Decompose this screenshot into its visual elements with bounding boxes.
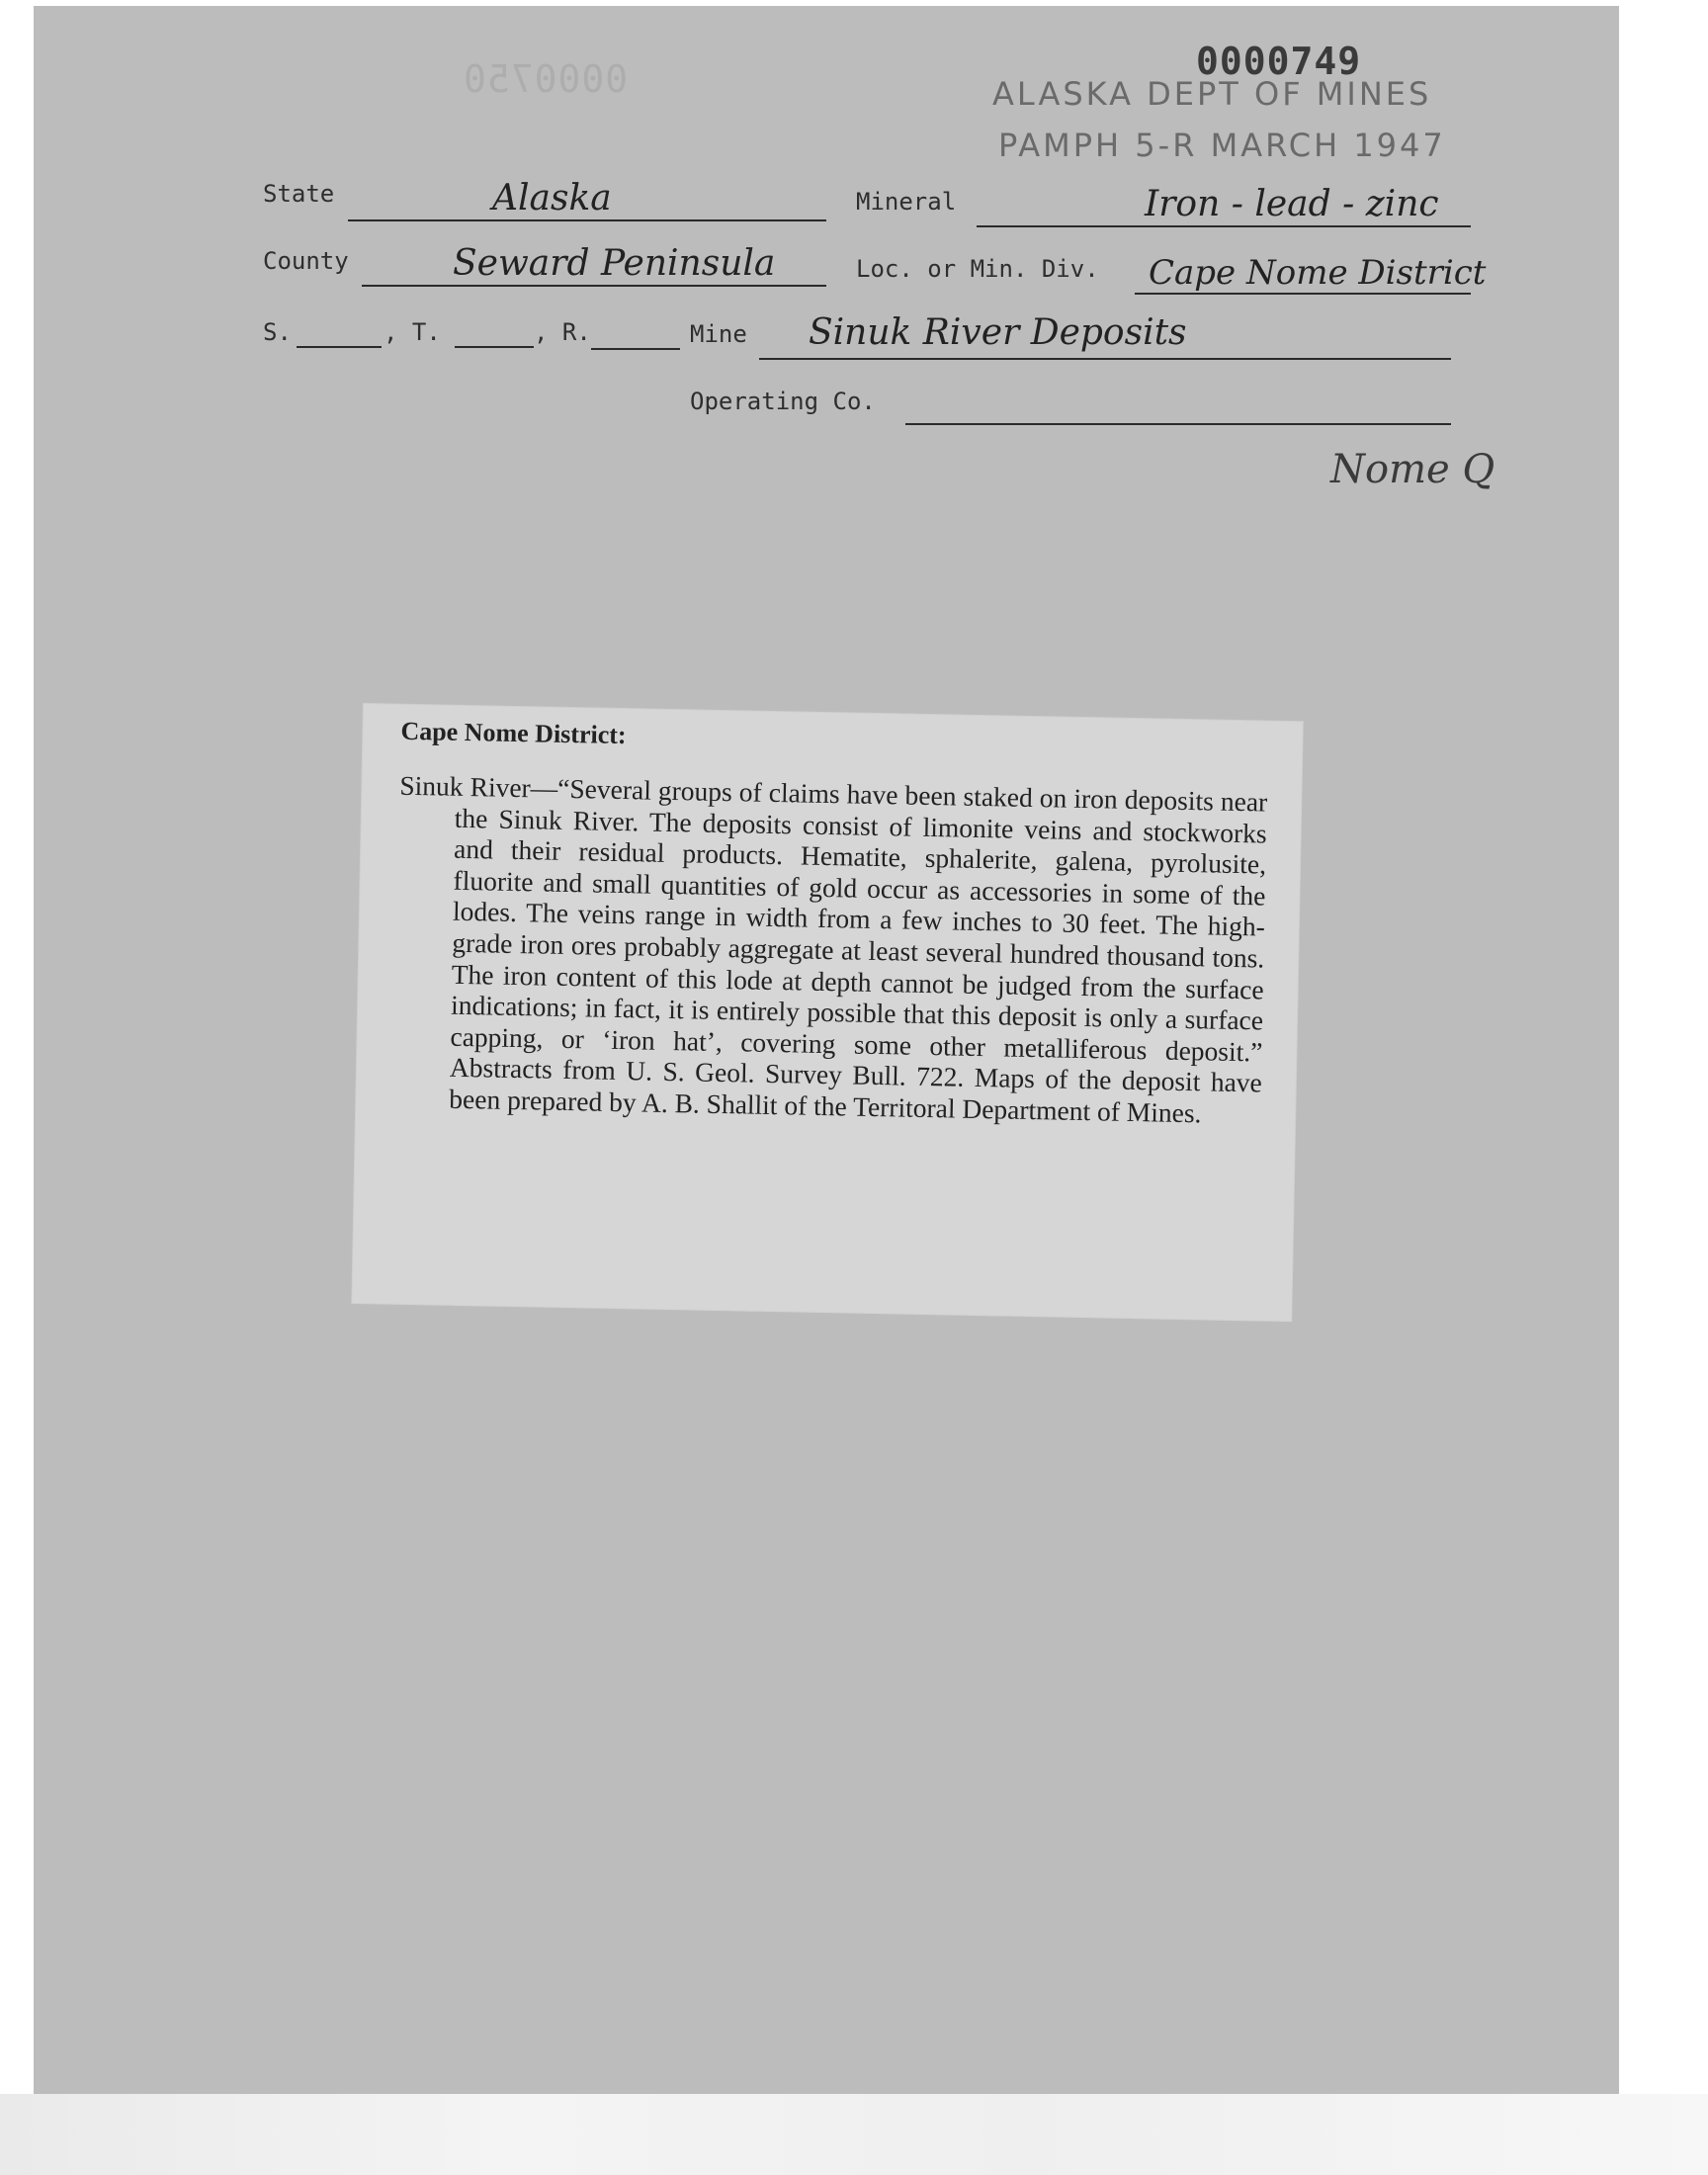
state-line (348, 219, 826, 221)
clipping-body: Sinuk River—“Several groups of claims have been staked on iron deposits near the Sinuk River. The deposits consist of limonite veins and stockworks and their residual products. Hematite, sphalerite, galena, pyrolusite, fluorite and small quantities of gold occur as accessories in some of the lodes. The veins range in width from a few inches to 30 feet. The high-grade iron ores probably aggregate at least several hundred thousand tons. The iron content of this lode at depth cannot be judged from the surface indications; in fact, it is entirely possible that this deposit is only a surface capping, or ‘iron hat’, covering some other metalliferous deposit.” Abstracts from U. S. Geol. Survey Bull. 722. Maps of the deposit have been prepared by A. B. Shallit of the Territoral Department of Mines. (399, 769, 1268, 1129)
loc-label: Loc. or Min. Div. (856, 255, 1099, 283)
county-value: Seward Peninsula (453, 243, 776, 284)
loc-line (1135, 293, 1471, 295)
ghost-serial-number: 0000750 (463, 57, 629, 101)
county-line (362, 285, 826, 287)
mineral-label: Mineral (856, 188, 957, 216)
pasted-clipping (352, 704, 1302, 1321)
mineral-line (977, 225, 1471, 227)
operating-co-label: Operating Co. (690, 388, 876, 415)
state-value: Alaska (492, 178, 612, 218)
scan-edge (0, 2094, 1708, 2175)
margin-note: Nome Q (1330, 447, 1495, 492)
section-line (297, 346, 382, 348)
range-line (591, 348, 680, 350)
dept-stamp-line2: PAMPH 5-R MARCH 1947 (998, 127, 1446, 164)
mine-label: Mine (690, 320, 747, 348)
state-label: State (263, 180, 335, 208)
serial-number: 0000749 (1196, 40, 1362, 83)
mine-value: Sinuk River Deposits (809, 312, 1187, 353)
dept-stamp-line1: ALASKA DEPT OF MINES (992, 75, 1432, 113)
county-label: County (263, 247, 349, 275)
section-label: S. (263, 318, 292, 346)
range-label: , R. (534, 318, 591, 346)
clipping-heading: Cape Nome District: (400, 716, 627, 750)
loc-value: Cape Nome District (1149, 253, 1487, 293)
mineral-value: Iron - lead - zinc (1145, 184, 1439, 224)
township-label: , T. (384, 318, 441, 346)
mine-line (759, 358, 1451, 360)
township-line (455, 346, 534, 348)
operating-co-line (905, 423, 1451, 425)
